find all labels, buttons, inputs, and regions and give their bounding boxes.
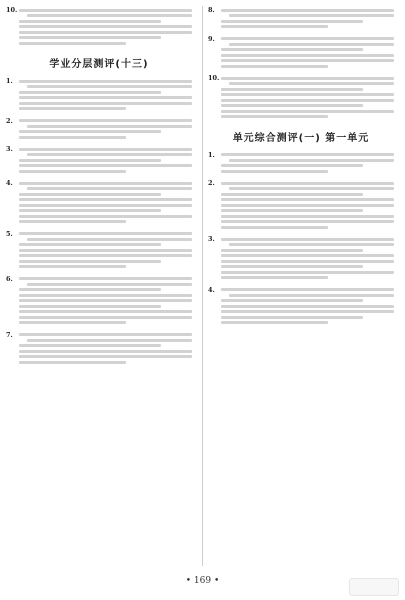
text-line-placeholder — [221, 93, 394, 96]
text-line-placeholder — [19, 220, 126, 223]
text-line-placeholder — [19, 20, 161, 23]
text-line-placeholder — [221, 99, 394, 102]
text-line-placeholder — [221, 249, 363, 252]
right-item — [208, 286, 394, 327]
section-heading-left: 学业分层测评(十三) — [49, 59, 149, 70]
text-line-placeholder — [19, 31, 192, 34]
text-line-placeholder — [229, 243, 394, 246]
text-line-placeholder — [19, 42, 126, 45]
text-line-placeholder — [19, 91, 161, 94]
left-before-item — [6, 6, 192, 47]
text-line-placeholder — [19, 25, 192, 28]
text-line-placeholder — [221, 238, 394, 241]
text-line-placeholder — [27, 153, 192, 156]
right-items-before — [208, 6, 394, 121]
text-line-placeholder — [221, 48, 363, 51]
left-items — [6, 77, 192, 366]
left-item-number: 2. — [6, 116, 13, 125]
text-line-placeholder — [19, 249, 192, 252]
right-item — [208, 179, 394, 231]
left-items-before — [6, 6, 192, 47]
left-item — [6, 275, 192, 327]
text-line-placeholder — [221, 104, 363, 107]
text-line-placeholder — [221, 271, 394, 274]
left-item-text-lines — [19, 331, 192, 367]
section-heading-right: 单元综合测评(一) 第一单元 — [232, 132, 370, 144]
left-item-number: 6. — [6, 274, 13, 283]
text-line-placeholder — [221, 204, 394, 207]
left-item — [6, 230, 192, 271]
text-line-placeholder — [221, 170, 328, 173]
left-item-text-lines — [19, 117, 192, 142]
text-line-placeholder — [19, 294, 192, 297]
text-line-placeholder — [19, 164, 192, 167]
text-line-placeholder — [27, 85, 192, 88]
right-item-text-lines — [221, 179, 394, 231]
text-line-placeholder — [19, 310, 192, 313]
text-line-placeholder — [19, 170, 126, 173]
left-item — [6, 77, 192, 113]
text-line-placeholder — [19, 288, 161, 291]
text-line-placeholder — [221, 65, 328, 68]
text-line-placeholder — [19, 159, 161, 162]
text-line-placeholder — [221, 316, 363, 319]
text-line-placeholder — [27, 187, 192, 190]
text-line-placeholder — [221, 276, 328, 279]
text-line-placeholder — [221, 164, 363, 167]
left-item-number: 1. — [6, 77, 13, 85]
text-line-placeholder — [19, 130, 161, 133]
right-before-item-text-lines — [221, 35, 394, 71]
text-line-placeholder — [19, 193, 161, 196]
text-line-placeholder — [221, 299, 363, 302]
right-before-item-number: 8. — [208, 6, 215, 14]
text-line-placeholder — [19, 182, 192, 185]
left-item-text-lines — [19, 77, 192, 113]
text-line-placeholder — [221, 25, 328, 28]
left-item-number: 5. — [6, 229, 13, 238]
text-line-placeholder — [221, 226, 328, 229]
left-item — [6, 179, 192, 226]
text-line-placeholder — [221, 20, 363, 23]
text-line-placeholder — [221, 9, 394, 12]
text-line-placeholder — [19, 96, 192, 99]
text-line-placeholder — [221, 209, 363, 212]
text-line-placeholder — [27, 125, 192, 128]
text-line-placeholder — [27, 283, 192, 286]
text-line-placeholder — [19, 36, 161, 39]
text-line-placeholder — [221, 305, 394, 308]
text-line-placeholder — [19, 321, 126, 324]
text-line-placeholder — [221, 59, 394, 62]
text-line-placeholder — [19, 232, 192, 235]
answer-page — [6, 6, 398, 566]
text-line-placeholder — [221, 288, 394, 291]
text-line-placeholder — [19, 107, 126, 110]
right-item — [208, 235, 394, 282]
text-line-placeholder — [19, 243, 161, 246]
right-before-item — [208, 35, 394, 71]
text-line-placeholder — [19, 209, 161, 212]
right-item-number: 3. — [208, 235, 215, 243]
right-before-item — [208, 6, 394, 31]
text-line-placeholder — [19, 102, 192, 105]
text-line-placeholder — [221, 198, 394, 201]
left-item-number: 3. — [6, 145, 13, 153]
right-items — [208, 151, 394, 327]
text-line-placeholder — [221, 193, 363, 196]
text-line-placeholder — [19, 361, 126, 364]
text-line-placeholder — [19, 119, 192, 122]
text-line-placeholder — [19, 148, 192, 151]
text-line-placeholder — [19, 9, 192, 12]
text-line-placeholder — [19, 204, 192, 207]
right-item-text-lines — [221, 286, 394, 327]
right-item-text-lines — [221, 151, 394, 176]
text-line-placeholder — [19, 333, 192, 336]
text-line-placeholder — [221, 54, 394, 57]
text-line-placeholder — [19, 215, 192, 218]
right-item-number: 2. — [208, 179, 215, 187]
text-line-placeholder — [221, 77, 394, 80]
text-line-placeholder — [19, 277, 192, 280]
text-line-placeholder — [19, 299, 192, 302]
left-column — [6, 6, 192, 566]
text-line-placeholder — [221, 115, 328, 118]
text-line-placeholder — [229, 82, 394, 85]
left-item — [6, 145, 192, 175]
text-line-placeholder — [229, 159, 394, 162]
left-item-text-lines — [19, 230, 192, 271]
right-before-item-text-lines — [221, 74, 394, 121]
right-before-item-text-lines — [221, 6, 394, 31]
text-line-placeholder — [19, 254, 192, 257]
left-item — [6, 331, 192, 367]
text-line-placeholder — [221, 265, 363, 268]
left-item-text-lines — [19, 275, 192, 327]
text-line-placeholder — [19, 316, 192, 319]
text-line-placeholder — [19, 260, 161, 263]
left-item — [6, 117, 192, 142]
right-item — [208, 151, 394, 176]
text-line-placeholder — [229, 43, 394, 46]
left-before-item-text-lines — [19, 6, 192, 47]
text-line-placeholder — [27, 14, 192, 17]
right-before-item-number: 10. — [208, 74, 220, 82]
page-number: • 169 • — [185, 576, 220, 586]
left-item-text-lines — [19, 179, 192, 226]
right-before-item-number: 9. — [208, 34, 215, 43]
text-line-placeholder — [221, 88, 363, 91]
text-line-placeholder — [19, 355, 192, 358]
text-line-placeholder — [221, 254, 394, 257]
text-line-placeholder — [221, 321, 328, 324]
left-before-item-number: 10. — [6, 6, 18, 14]
text-line-placeholder — [221, 260, 394, 263]
watermark-logo — [349, 578, 399, 596]
right-before-item — [208, 74, 394, 121]
column-divider — [202, 6, 203, 566]
text-line-placeholder — [221, 153, 394, 156]
right-item-number: 1. — [208, 150, 215, 159]
right-item-number: 4. — [208, 285, 215, 294]
text-line-placeholder — [229, 187, 394, 190]
left-item-text-lines — [19, 145, 192, 175]
text-line-placeholder — [19, 198, 192, 201]
text-line-placeholder — [221, 310, 394, 313]
text-line-placeholder — [27, 238, 192, 241]
text-line-placeholder — [27, 339, 192, 342]
right-column — [208, 6, 394, 566]
left-item-number: 4. — [6, 179, 13, 187]
text-line-placeholder — [19, 350, 192, 353]
text-line-placeholder — [221, 37, 394, 40]
text-line-placeholder — [19, 305, 161, 308]
text-line-placeholder — [19, 136, 126, 139]
text-line-placeholder — [229, 14, 394, 17]
text-line-placeholder — [221, 110, 394, 113]
left-item-number: 7. — [6, 330, 13, 339]
text-line-placeholder — [19, 265, 126, 268]
text-line-placeholder — [19, 344, 161, 347]
text-line-placeholder — [19, 80, 192, 83]
text-line-placeholder — [221, 215, 394, 218]
text-line-placeholder — [229, 294, 394, 297]
right-item-text-lines — [221, 235, 394, 282]
text-line-placeholder — [221, 220, 394, 223]
text-line-placeholder — [221, 182, 394, 185]
